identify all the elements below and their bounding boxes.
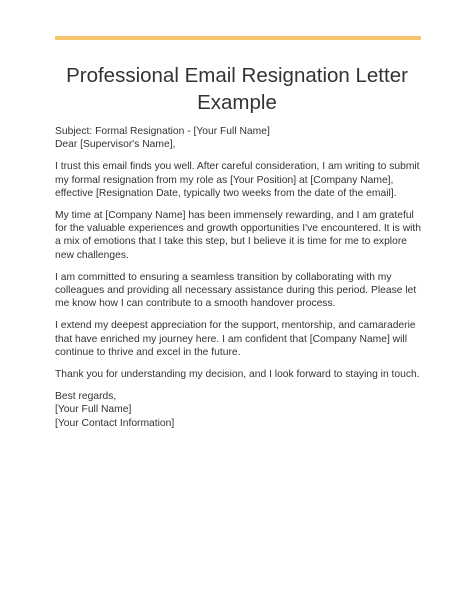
paragraph-gratitude: My time at [Company Name] has been immensely rewarding, and I am grateful for the valuable experiences and growth opportunities I've encountered. It is with a mix of emotions that I take this step, but I believe it is time for me to explore new challenges.	[55, 210, 422, 261]
closing: Best regards,	[55, 391, 117, 403]
paragraph-thanks: Thank you for understanding my decision, and I look forward to staying in touch.	[55, 369, 420, 381]
paragraph-transition: I am committed to ensuring a seamless transition by collaborating with my colleagues and providing all necessary assistance during this period. Please let me know how I can contribute to a smooth handover process.	[55, 271, 417, 310]
signature-block	[55, 390, 425, 430]
title-line-1: Professional Email Resignation Letter	[66, 64, 408, 87]
paragraph-appreciation: I extend my deepest appreciation for the support, mentorship, and camaraderie that have enriched my journey here. I am confident that [Company Name] will continue to thrive and excel in the future.	[55, 320, 416, 358]
letter-body	[55, 125, 425, 439]
paragraph-intro: I trust this email finds you well. After careful consideration, I am writing to submit my formal resignation from my role as [Your Position] at [Company Name], effective [Resignation Date, typically two weeks from the date of the email].	[55, 161, 420, 199]
subject-block	[55, 125, 425, 151]
document-title	[40, 62, 434, 116]
title-line-2: Example	[197, 91, 277, 114]
accent-bar	[55, 36, 421, 40]
signature-contact: [Your Contact Information]	[55, 417, 175, 429]
subject-line: Subject: Formal Resignation - [Your Full Name]	[55, 126, 270, 137]
salutation: Dear [Supervisor's Name],	[55, 139, 176, 151]
signature-name: [Your Full Name]	[55, 404, 132, 416]
